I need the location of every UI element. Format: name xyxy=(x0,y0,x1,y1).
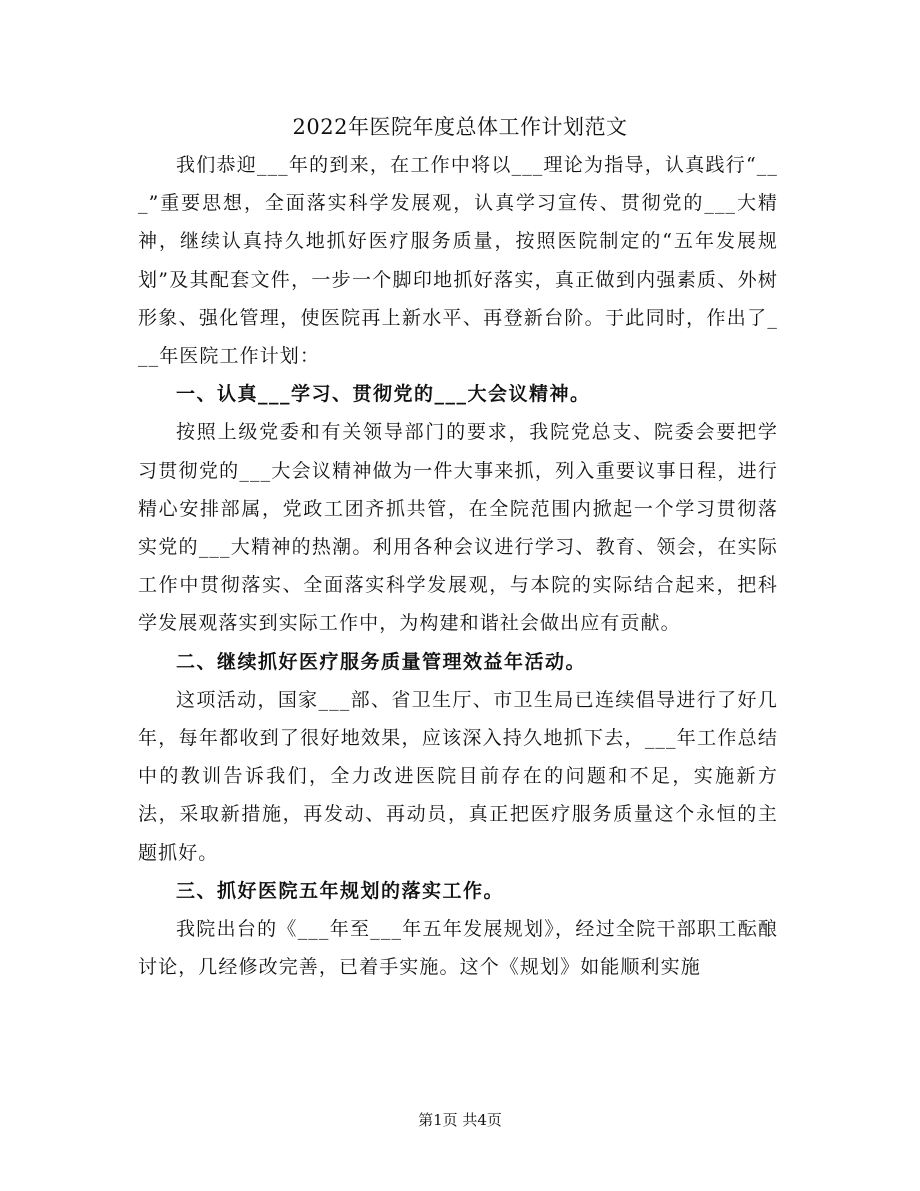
section-1-heading: 一、认真___学习、贯彻党的___大会议精神。 xyxy=(176,383,591,406)
section-2-paragraph: 这项活动，国家___部、省卫生厅、市卫生局已连续倡导进行了好几年，每年都收到了很好地效果，应该深入持久地抓下去，___年工作总结中的教训告诉我们，全力改进医院目前存在的问题和不足，实施新方法，采取新措施，再发动、再动员，真正把医疗服务质量这个永恒的主题抓好。 xyxy=(138,688,778,864)
intro-paragraph: 我们恭迎___年的到来，在工作中将以___理论为指导，认真践行“___”重要思想，全面落实科学发展观，认真学习宣传、贯彻党的___大精神，继续认真持久地抓好医疗服务质量，按照医院制定的“五年发展规划”及其配套文件，一步一个脚印地抓好落实，真正做到内强素质、外树形象、强化管理，使医院再上新水平、再登新台阶。于此同时，作出了___年医院工作计划： xyxy=(138,154,778,368)
document-title: 2022年医院年度总体工作计划范文 xyxy=(292,115,628,139)
section-1-paragraph: 按照上级党委和有关领导部门的要求，我院党总支、院委会要把学习贯彻党的___大会议精神做为一件大事来抓，列入重要议事日程，进行精心安排部属，党政工团齐抓共管，在全院范围内掀起一个学习贯彻落实党的___大精神的热潮。利用各种会议进行学习、教育、领会，在实际工作中贯彻落实、全面落实科学发展观，与本院的实际结合起来，把科学发展观落实到实际工作中，为构建和谐社会做出应有贡献。 xyxy=(138,421,778,635)
page-footer xyxy=(0,1110,920,1130)
section-3-heading: 三、抓好医院五年规划的落实工作。 xyxy=(176,879,505,902)
section-3-paragraph: 我院出台的《___年至___年五年发展规划》，经过全院干部职工酝酿讨论，几经修改完善，已着手实施。这个《规划》如能顺利实施 xyxy=(138,918,778,979)
document-body xyxy=(138,146,778,986)
section-2-heading: 二、继续抓好医疗服务质量管理效益年活动。 xyxy=(176,650,587,673)
page-indicator: 第1页 共4页 xyxy=(418,1111,502,1129)
